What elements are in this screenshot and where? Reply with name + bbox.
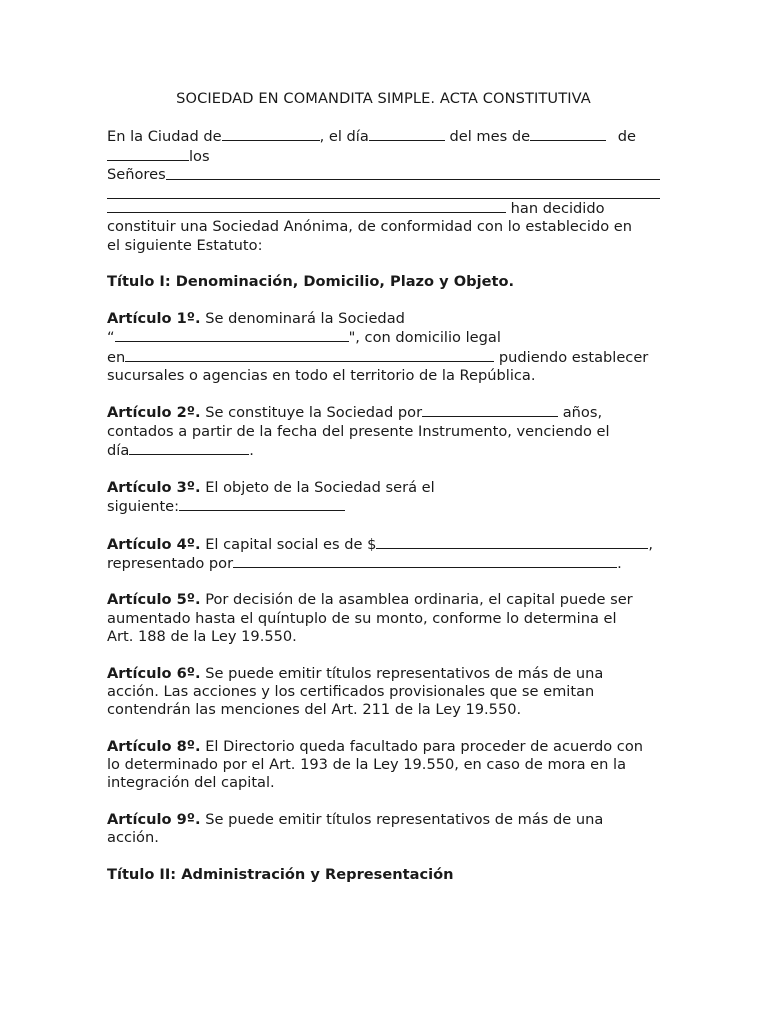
document-body [107, 90, 660, 902]
article-9-line-2: acción. [107, 829, 159, 847]
year-blank [107, 147, 189, 161]
intro-line-7: el siguiente Estatuto: [107, 236, 263, 254]
article-text: El capital social es de $ [200, 535, 377, 553]
article-1 [107, 310, 660, 385]
intro-paragraph [107, 127, 660, 255]
article-label: Artículo 9º. [107, 810, 201, 828]
article-5 [107, 591, 660, 646]
article-1-line-4: sucursales o agencias en todo el territorio de la República. [107, 366, 536, 384]
article-text: “ [107, 329, 115, 347]
article-text: Se constituye la Sociedad por [200, 404, 423, 422]
article-6-line-2: acción. Las acciones y los certificados provisionales que se emitan [107, 682, 595, 700]
intro-text: del mes de [444, 128, 531, 146]
intro-line-2 [107, 147, 660, 166]
day-blank [369, 127, 445, 141]
article-8-line-1 [107, 738, 660, 756]
article-4 [107, 535, 660, 574]
article-text: Se puede emitir títulos representativos de más de una [200, 664, 604, 682]
article-2-line-3 [107, 441, 660, 460]
article-5-line-1 [107, 591, 660, 609]
partners-rule [107, 184, 660, 199]
article-text: . [249, 442, 254, 460]
intro-line-5 [107, 199, 660, 218]
domicile-blank [125, 348, 494, 362]
article-text: años, [558, 404, 603, 422]
article-label: Artículo 3º. [107, 478, 201, 496]
article-text: Se puede emitir títulos representativos de más de una [200, 810, 604, 828]
article-label: Artículo 6º. [107, 664, 201, 682]
article-text: representado por [107, 554, 234, 572]
article-text: pudiendo establecer [494, 348, 649, 366]
intro-line-1 [107, 127, 660, 146]
expiry-date-blank [129, 441, 249, 455]
article-5-line-3: Art. 188 de la Ley 19.550. [107, 628, 297, 646]
partners-blank-end [107, 199, 506, 213]
article-6-line-3: contendrán las menciones del Art. 211 de la Ley 19.550. [107, 701, 522, 719]
article-text: ", con domicilio legal [348, 329, 501, 347]
article-text: Por decisión de la asamblea ordinaria, el capital puede ser [200, 591, 633, 609]
partners-blank [166, 166, 660, 180]
article-2-line-2: contados a partir de la fecha del presente Instrumento, venciendo el [107, 422, 610, 440]
titulo-2-heading: Título II: Administración y Representación [107, 865, 454, 883]
article-6 [107, 665, 660, 720]
article-3 [107, 479, 660, 517]
article-8 [107, 738, 660, 793]
company-name-blank [115, 328, 349, 342]
city-blank [222, 127, 320, 141]
article-text: día [107, 442, 130, 460]
article-label: Artículo 8º. [107, 737, 201, 755]
intro-text: los [189, 147, 210, 165]
represented-by-blank [233, 554, 617, 568]
article-1-line-1 [107, 310, 660, 328]
article-9-line-1 [107, 811, 660, 829]
document-title: SOCIEDAD EN COMANDITA SIMPLE. ACTA CONSTITUTIVA [176, 90, 591, 107]
years-blank [422, 403, 558, 417]
article-label: Artículo 1º. [107, 309, 201, 327]
object-blank [179, 497, 345, 511]
titulo-1-heading: Título I: Denominación, Domicilio, Plazo y Objeto. [107, 273, 515, 291]
article-text: Se denominará la Sociedad [200, 309, 405, 327]
article-4-line-1 [107, 535, 660, 554]
article-5-line-2: aumentado hasta el quíntuplo de su monto, conforme lo determina el [107, 609, 617, 627]
intro-text: han decidido [506, 200, 605, 218]
article-9 [107, 811, 660, 848]
article-text: El objeto de la Sociedad será el [200, 478, 435, 496]
article-text: . [617, 554, 622, 572]
article-label: Artículo 5º. [107, 591, 201, 609]
article-label: Artículo 2º. [107, 404, 201, 422]
article-text: , [648, 535, 654, 553]
article-text: en [107, 348, 126, 366]
intro-line-3 [107, 166, 660, 184]
article-2 [107, 403, 660, 460]
article-6-line-1 [107, 665, 660, 683]
capital-amount-blank [376, 535, 648, 549]
intro-text: En la Ciudad de [107, 128, 222, 146]
article-4-line-2 [107, 554, 660, 573]
intro-text: , el día [319, 128, 369, 146]
article-1-line-3 [107, 348, 660, 367]
article-3-line-2 [107, 497, 660, 516]
article-8-line-3: integración del capital. [107, 774, 275, 792]
article-1-line-2 [107, 328, 660, 347]
article-3-line-1 [107, 479, 660, 497]
intro-text: Señores [107, 165, 166, 183]
article-8-line-2: lo determinado por el Art. 193 de la Ley 19.550, en caso de mora en la [107, 756, 627, 774]
article-2-line-1 [107, 403, 660, 422]
intro-line-6: constituir una Sociedad Anónima, de conformidad con lo establecido en [107, 218, 633, 236]
article-text: siguiente: [107, 497, 180, 515]
month-blank [530, 127, 606, 141]
article-text: El Directorio queda facultado para proceder de acuerdo con [200, 737, 643, 755]
intro-text: de [613, 128, 636, 146]
article-label: Artículo 4º. [107, 535, 201, 553]
